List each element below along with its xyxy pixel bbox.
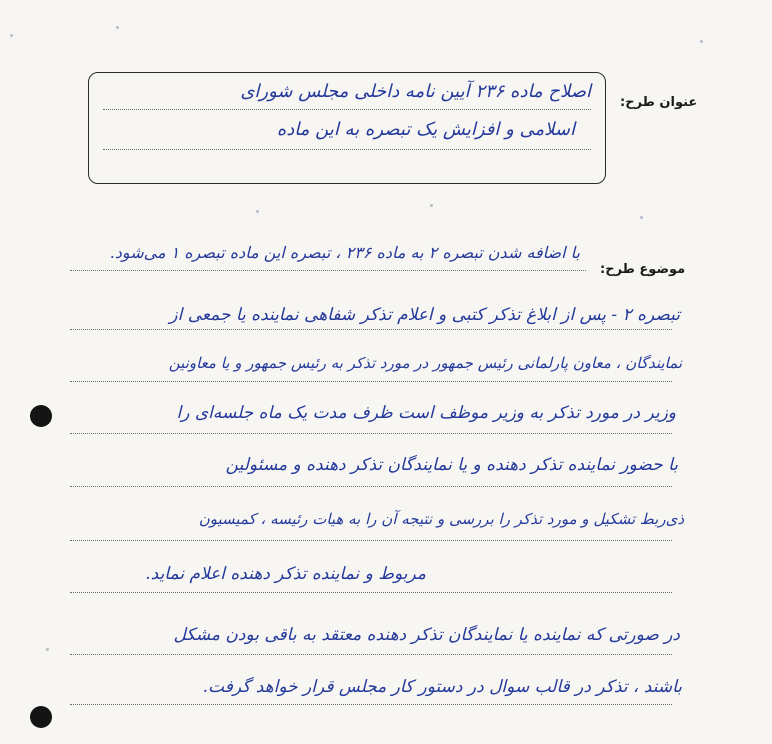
title-line-2: اسلامی و افزایش یک تبصره به این ماده bbox=[276, 119, 575, 140]
title-line-1: اصلاح ماده ۲۳۶ آیین نامه داخلی مجلس شورای bbox=[240, 81, 591, 102]
body-line-2: نمایندگان ، معاون پارلمانی رئیس جمهور در مورد تذکر به رئیس جمهور و یا معاونین bbox=[168, 354, 682, 372]
body-line-4: با حضور نماینده تذکر دهنده و یا نمایندگان تذکر دهنده و مسئولین bbox=[225, 455, 678, 475]
punch-hole-top bbox=[30, 405, 52, 427]
scan-speck bbox=[430, 204, 433, 207]
scan-speck bbox=[256, 210, 259, 213]
body-line-1: تبصره ۲ - پس از ابلاغ تذکر کتبی و اعلام تذکر شفاهی نماینده یا جمعی از bbox=[169, 305, 680, 325]
body-line-7: در صورتی که نماینده یا نمایندگان تذکر دهنده معتقد به باقی بودن مشکل bbox=[173, 625, 680, 645]
body-dotted-line-8 bbox=[70, 704, 672, 705]
body-line-5: ذی‌ربط تشکیل و مورد تذکر را بررسی و نتیجه آن را به هیات رئیسه ، کمیسیون bbox=[198, 510, 684, 528]
title-label: عنوان طرح: bbox=[620, 95, 698, 110]
body-dotted-line-7 bbox=[70, 654, 672, 655]
title-dotted-line-1 bbox=[103, 109, 591, 110]
title-box bbox=[88, 72, 606, 184]
title-dotted-line-2 bbox=[103, 149, 591, 150]
body-dotted-line-1 bbox=[70, 329, 672, 330]
body-dotted-line-5 bbox=[70, 540, 672, 541]
scan-speck bbox=[700, 40, 703, 43]
scan-speck bbox=[10, 34, 13, 37]
body-line-8: باشند ، تذکر در قالب سوال در دستور کار مجلس قرار خواهد گرفت. bbox=[202, 677, 682, 697]
scan-speck bbox=[640, 216, 643, 219]
subject-label: موضوع طرح: bbox=[600, 262, 686, 277]
body-dotted-line-3 bbox=[70, 433, 672, 434]
scan-speck bbox=[116, 26, 119, 29]
body-dotted-line-6 bbox=[70, 592, 672, 593]
body-line-6: مربوط و نماینده تذکر دهنده اعلام نماید. bbox=[145, 564, 426, 584]
body-dotted-line-2 bbox=[70, 381, 672, 382]
subject-text: با اضافه شدن تبصره ۲ به ماده ۲۳۶ ، تبصره این ماده تبصره ۱ می‌شود. bbox=[109, 243, 580, 262]
punch-hole-bottom bbox=[30, 706, 52, 728]
body-line-3: وزیر در مورد تذکر به وزیر موظف است ظرف مدت یک ماه جلسه‌ای را bbox=[176, 403, 676, 423]
body-dotted-line-4 bbox=[70, 486, 672, 487]
scan-speck bbox=[46, 648, 49, 651]
subject-dotted-line bbox=[70, 270, 586, 271]
